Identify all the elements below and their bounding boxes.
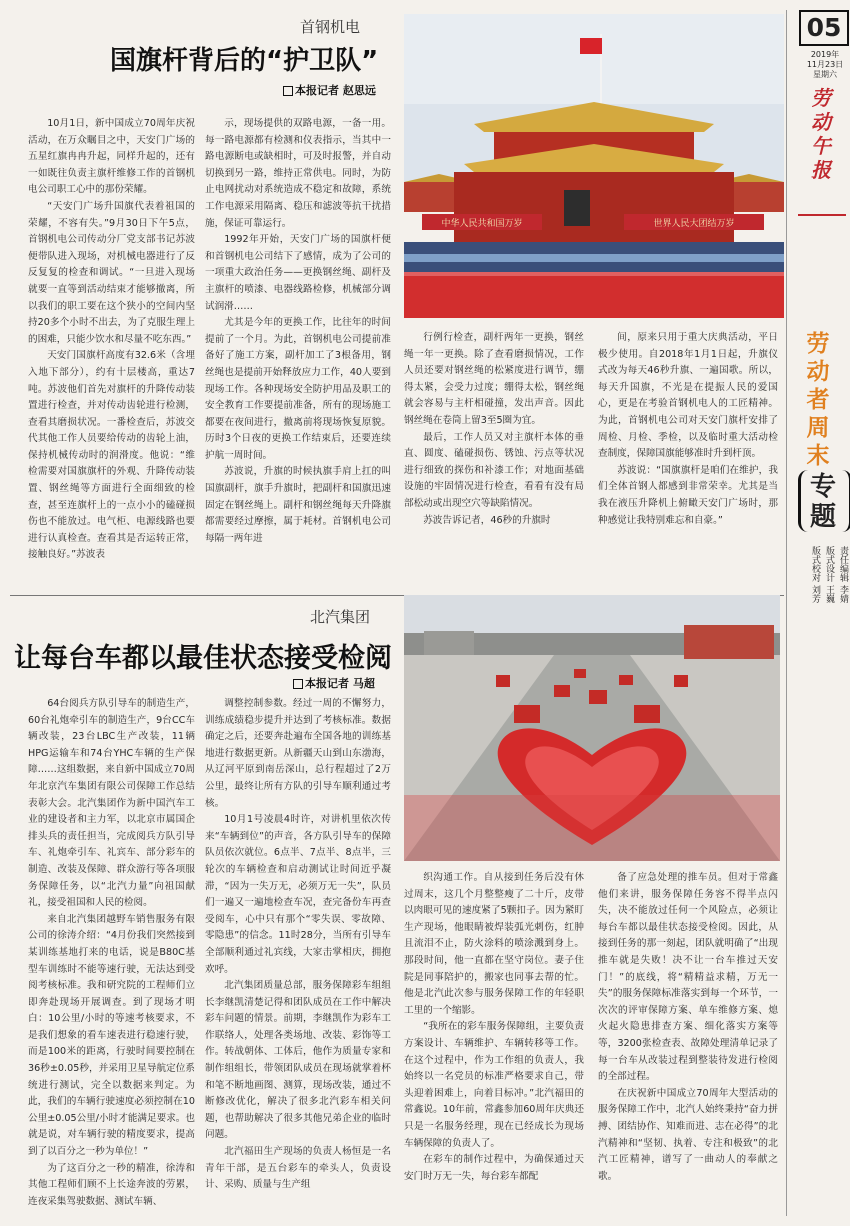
parade-floats-photo [404, 595, 780, 861]
paragraph: 苏波说：“国旗旗杆是咱们在维护，我们全体首钢人都感到非常荣幸。尤其是当我在液压升降机上俯瞰天安门广场时，那种感觉让我特别难忘和自豪。” [598, 464, 778, 526]
credits [794, 546, 850, 616]
paragraph: 织沟通工作。自从接到任务后没有休过周末，这几个月整整瘦了二十斤，皮带以肉眼可见的速度紧了5颗扣子。因为紧盯生产现场，他眼睛被焊装弧光刺伤，红肿且流泪不止，防火涂料的喷涂溅到身上。那段时间，他一直都在坚守岗位。妻子住院是同事陪护的，搬家也同事去帮的忙。他是北汽此次参与服务保障工作的年轻职工里的一个缩影。 [404, 872, 584, 1016]
paragraph: 备了应急处理的推车员。但对于常鑫他们来讲，服务保障任务容不得半点闪失，决不能放过任何一个风险点，必须让每台车都以最佳状态接受检阅。因此，从接到任务的那一刻起，团队就明确了“出现推车就是失败！决不让一台车推过天安门！”的底线，将“精精益求精，万无一失”的服务保障标准落实到每一个环节，一次次的评审保障方案、单车维修方案、熄火起火隐患排查方案、细化落实方案等等，3200张检查表、故障处理清单记录了每一台车从改装过程到整装待发进行检阅的全部过程。 [598, 872, 778, 1083]
byline-square-icon [293, 679, 303, 689]
article1-byline: 本报记者 赵思远 [283, 82, 376, 98]
parade-illustration [404, 595, 780, 861]
paragraph: 调整控制参数。经过一周的不懈努力，训练成绩稳步提升并达到了考核标准。数据确定之后，还要奔赴遍布全国各地的训练基地进行数据更新。从新疆天山到山东渤海，从辽河平原到南岳深山，总行程超过了2万公里，最终让所有方队的引导车顺利通过考核。 [205, 698, 391, 809]
article1-headline: 国旗杆背后的“护卫队” [110, 46, 379, 76]
article1-column-3 [404, 330, 584, 586]
masthead [790, 0, 850, 620]
paragraph: 为了这百分之一秒的精准，徐涛和其他工程师们顾不上长途奔波的劳累，连夜采集驾驶数据、测试车辆、 [28, 1162, 195, 1207]
tiananmen-flag-photo [404, 14, 784, 318]
paragraph: 天安门国旗杆高度有32.6米（含埋入地下部分），约有十层楼高，重达7吨。苏波他们首先对旗杆的升降传动装置进行检查，并对传动齿轮进行检测，查看其磨损状况。一番检查后，苏波交代其他工作人员要给传动的齿轮上油，保持机械传动时的润滑度。他说：“维检需要对国旗旗杆的外观、升降传动装置、钢丝绳等方面进行全面细致的检查，甚至连旗杆上的一点小小的磕碰损伤也不能放过。电气柜、电源线路也要进行认真检查。查看其是否运转正常，接触良好。”苏波表 [28, 350, 195, 561]
page-number: 05 [799, 10, 849, 46]
article2-headline: 让每台车都以最佳状态接受检阅 [14, 643, 392, 674]
issue-year: 2019年 [810, 50, 840, 59]
topic-label: 专题 [809, 472, 836, 532]
article2-column-1 [28, 696, 195, 1222]
paper-logo: 劳动午报 [811, 86, 831, 182]
article1-kicker: 首钢机电 [300, 18, 361, 36]
paragraph: 尤其是今年的更换工作，比往年的时间提前了一个月。为此，首钢机电公司提前准备好了施工方案，副杆加工了3根备用，钢丝绳也是提前开始释放应力工作，40人要到现场工作。各种现场安全防护用品及职工的安全教育工作要提前准备，所有的现场施工都要在夜间进行，撤离前将现场恢复原貌。历时3个日夜的更换工作结束后，还要连续护航一周时间。 [205, 317, 391, 461]
paragraph: 1992年开始，天安门广场的国旗杆便和首钢机电公司结下了感情，成为了公司的一项重大政治任务——更换钢丝绳、副杆及主旗杆的喷漆、电器线路检修，机械部分调试润滑…… [205, 234, 391, 312]
paragraph: 10月1号凌晨4时许，对讲机里依次传来“车辆到位”的声音，各方队引导车的保障队员依次就位。6点半、7点半、8点半，三轮次的车辆检查和启动测试让时间近乎凝滞，“因为一失万无，必须万无一失”，队员们一遍又一遍地检查车况，查完备份车再查受阅车，心中只有那个“零失误、零故障、零隐患”的信念。11时28分，当所有引导车全部顺利通过礼宾线，大家击掌相庆，拥抱欢呼。 [205, 814, 391, 975]
article1-column-2 [205, 116, 391, 586]
paragraph: 北汽福田生产现场的负责人杨恒是一名青年干部，是五台彩车的牵头人，负责设计、采购、质量与生产组 [205, 1146, 391, 1191]
issue-date: 11月23日 [806, 60, 844, 69]
article2-byline: 本报记者 马超 [293, 675, 375, 691]
issue-weekday: 星期六 [813, 70, 837, 79]
flag-icon [580, 38, 602, 54]
credit-proof: 版式校对 刘芳 [810, 546, 820, 603]
credit-design: 版式设计 王巍 [824, 546, 834, 603]
paragraph: 苏波告诉记者，46秒的升旗时 [423, 514, 551, 526]
paragraph: 最后，工作人员又对主旗杆本体的垂直、圆度、磕碰损伤、锈蚀、污点等状况进行细致的探伤和补漆工作；对地面基础设施的牢固情况进行检查，看看有没有局部松动或出现空穴等缺陷情况。 [404, 431, 584, 509]
paragraph: 64台阅兵方队引导车的制造生产，60台礼炮牵引车的制造生产，9台CC车辆改装，23台LBC生产改装，11辆HPG运输车和74台YHC车辆的生产保障……这组数据，来自新中国成立70周年北京汽车集团有限公司保障工作总结表彰大会。北汽集团作为新中国汽车工业的建设者和主力军，以北京市属国企排头兵的责任担当，完成阅兵方队引导车、礼炮牵引车、礼宾车、部分彩车的制造、改装及保障、群众游行等各项服务保障任务，以“北汽力量”向祖国献礼，接受祖国和人民的检阅。 [28, 698, 195, 909]
credit-editor: 责任编辑 李婧 [838, 546, 848, 603]
paper-logo-rule [798, 214, 846, 216]
article2-column-4 [598, 870, 778, 1222]
paragraph: 示，现场提供的双路电源，一备一用。每一路电源都有检测和仪表指示，当其中一路电源断电或缺相时，可及时报警，并自动切换到另一路，维持正常供电。同时，为防止电网扰动对系统造成不稳定和故障，系统工作电源采用隔离、稳压和滤波等抗干扰措施，保证可靠运行。 [205, 118, 391, 229]
article1-column-1 [28, 116, 195, 586]
paragraph: 行例行检查，副杆两年一更换，钢丝绳一年一更换。除了查看磨损情况，工作人员还要对钢丝绳的松紧度进行调节，绷得太紧，会受力过度；绷得太松，钢丝绳就会容易与主杆相碰撞，发出声音。因此钢丝绳在卷筒上留3至5圈为宜。 [404, 332, 584, 426]
paragraph: 间，原来只用于重大庆典活动，平日极少使用。自2018年1月1日起，升旗仪式改为每天46秒升旗、一遍国歌。所以，每天升国旗，不光是在提振人民的爱国心，更是在考验首钢机电人的工匠精神。为此，首钢机电公司对天安门旗杆安排了周检、月检、季检，以及临时重大活动检查制度，保障国旗能够准时升到杆顶。 [598, 332, 778, 460]
masthead-divider [786, 10, 787, 1216]
article2-column-3 [404, 870, 584, 1222]
article2-column-2 [205, 696, 391, 1222]
paragraph: “天安门广场升国旗代表着祖国的荣耀，不容有失。”9月30日下午5点，首钢机电公司传动分厂党支部书记苏波便带队进入现场，对机械电器进行了反反复复的检查和调试。“一旦进入现场就要一直等到活动结束才能够撤离，所以我们的职工要在这个狭小的空间内坚持20多个小时不出去，为了克服生理上的困难，只能少饮水和尽量不吃东西。” [28, 200, 195, 345]
section-title: 劳动者周末 [806, 331, 830, 469]
paragraph: 在彩车的制作过程中，为确保通过天安门时万无一失，每台彩车都配 [404, 1154, 584, 1182]
article1-column-4 [598, 330, 778, 586]
paragraph: 在庆祝新中国成立70周年大型活动的服务保障工作中，北汽人始终秉持“奋力拼搏、团结协作、知难而进、志在必得”的北汽精神和“坚韧、执着、专注和极致”的北汽工匠精神，谱写了一曲动人的奉献之歌。 [598, 1087, 778, 1182]
paragraph: 北汽集团质量总部，服务保障彩车组组长李继凯清楚记得和团队成员在工作中解决彩车问题的情景。前期，李继凯作为彩车工作联络人，处理各类场地、改装、彩饰等工作。转战朝体、工体后，他作为质量专家和制作组组长，带领团队成员在现场就掌着杯和笔不断地画图、测算，现场改装，通过不断修改优化，解决了很多北汽彩车相关问题，也帮助解决了很多其他兄弟企业的临时问题。 [205, 980, 391, 1141]
paragraph: 来自北汽集团越野车销售服务有限公司的徐涛介绍：“4月份我们突然接到某训练基地打来的电话，说是B80C基型车训练时不能等速行驶，无法达到受阅考核标准。我和研究院的工程师们立即奔赴现场开展调查。到了现场才明白：10公里/小时的等速考核要求，不是我们想象的看车速表进行稳速行驶，而是100米的距离，行驶时间要控制在36秒±0.05秒，并采用卫星导航定位系统进行测试，完全以数据来判定。为此，我们的车辆行驶速度必须控制在10公里±0.05公里/小时才能满足要求。也就是说，对车辆行驶的精度要求，提高到了以百分之一秒为单位！” [28, 913, 195, 1158]
article2-kicker: 北汽集团 [310, 608, 371, 626]
photo-slogan-right: 世界人民大团结万岁 [653, 219, 735, 229]
photo-slogan-left: 中华人民共和国万岁 [441, 219, 523, 229]
tiananmen-illustration [404, 14, 784, 318]
paragraph: 苏波说，升旗的时候执旗手肩上扛的叫国旗副杆，旗手升旗时，把副杆和国旗迅速固定在钢丝绳上。副杆和钢丝绳每天升降旗都需要经过摩擦，属于耗材。首钢机电公司每隔一两年进 [205, 466, 391, 544]
paragraph: 10月1日，新中国成立70周年庆祝活动，在万众瞩目之中，天安门广场的五星红旗冉冉升起，同样升起的，还有一如既往负责主旗杆维修工作的首钢机电公司职工心中的那份荣耀。 [28, 118, 195, 196]
byline-square-icon [283, 86, 293, 96]
paragraph: “我所在的彩车服务保障组，主要负责方案设计、车辆维护、车辆转移等工作。在这个过程中，作为工作组的负责人，我始终以一名党员的标准严格要求自己，带头迎着困难上，向着目标冲。”北汽福田的常鑫说。10年前，常鑫参加60周年庆典还只是一名服务经理，现在已经成长为现场车辆保障的负责人了。 [404, 1021, 584, 1149]
